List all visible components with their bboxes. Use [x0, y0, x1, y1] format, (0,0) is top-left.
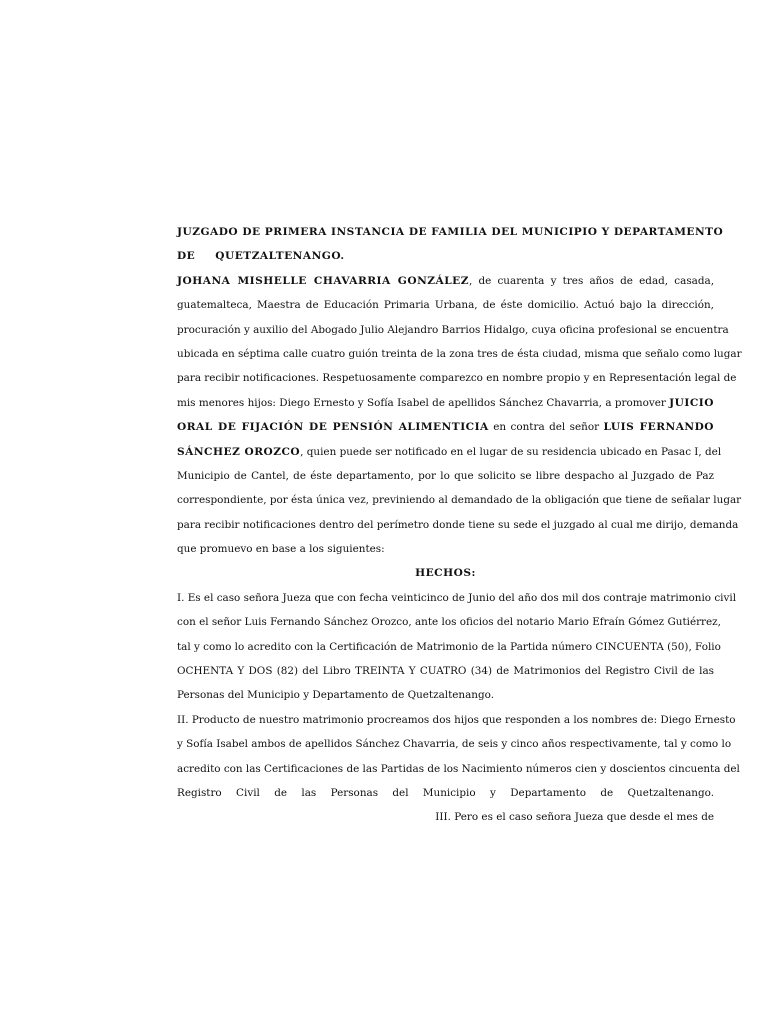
- fact-2-paragraph: [177, 708, 740, 806]
- section-heading-hechos: HECHOS:: [415, 567, 476, 580]
- defendant-name: SÁNCHEZ OROZCO: [177, 445, 301, 458]
- intro-line: JOHANA MISHELLE CHAVARRIA GONZÁLEZ, de cuarenta y tres años de edad, casada,: [177, 274, 714, 287]
- fact-line: I. Es el caso señora Jueza que con fecha veinticinco de Junio del año dos mil dos contraje matrimonio civil: [177, 591, 737, 604]
- fact-line: tal y como lo acredito con la Certificación de Matrimonio de la Partida número CINCUENTA (50), Folio: [177, 640, 721, 653]
- fact-line: Personas del Municipio y Departamento de Quetzaltenango.: [177, 689, 495, 702]
- intro-line: guatemalteca, Maestra de Educación Primaria Urbana, de éste domicilio. Actuó bajo la dirección,: [177, 299, 714, 312]
- intro-line: procuración y auxilio del Abogado Julio Alejandro Barrios Hidalgo, cuya oficina profesional se encuentra: [177, 323, 729, 336]
- fact-line: II. Producto de nuestro matrimonio procreamos dos hijos que responden a los nombres de: Diego Ernesto: [177, 713, 736, 726]
- document-body: [177, 220, 742, 830]
- intro-line: correspondiente, por ésta única vez, previniendo al demandado de la obligación que tiene de señalar lugar: [177, 494, 742, 507]
- fact-line: con el señor Luis Fernando Sánchez Orozco, ante los oficios del notario Mario Efraín Gómez Gutiérrez,: [177, 616, 721, 629]
- intro-line: ubicada en séptima calle cuatro guión treinta de la zona tres de ésta ciudad, misma que señalo como lugar: [177, 347, 742, 360]
- plaintiff-name: JOHANA MISHELLE CHAVARRIA GONZÁLEZ: [177, 274, 469, 287]
- court-heading-line-1: JUZGADO DE PRIMERA INSTANCIA DE FAMILIA DEL MUNICIPIO Y DEPARTAMENTO: [177, 226, 724, 238]
- fact-line: acredito con las Certificaciones de las Partidas de los Nacimiento números cien y doscientos cincuenta del: [177, 762, 740, 775]
- intro-line: para recibir notificaciones dentro del perímetro donde tiene su sede el juzgado al cual me dirijo, demanda: [177, 518, 739, 531]
- fact-line: III. Pero es el caso señora Jueza que desde el mes de: [435, 811, 714, 824]
- intro-line: que promuevo en base a los siguientes:: [177, 543, 385, 556]
- fact-line: y Sofía Isabel ambos de apellidos Sánchez Chavarria, de seis y cinco años respectivamente, tal y como lo: [177, 738, 732, 751]
- fact-line: Registro Civil de las Personas del Municipio y Departamento de Quetzaltenango.: [177, 786, 714, 799]
- intro-line: mis menores hijos: Diego Ernesto y Sofía Isabel de apellidos Sánchez Chavarria, a promover JUICIO: [177, 396, 714, 409]
- intro-paragraph: [177, 269, 742, 562]
- court-heading-line-2: DE QUETZALTENANGO.: [177, 250, 345, 263]
- fact-3-paragraph: [177, 805, 714, 829]
- intro-line: ORAL DE FIJACIÓN DE PENSIÓN ALIMENTICIA en contra del señor LUIS FERNANDO: [177, 421, 715, 434]
- intro-line: para recibir notificaciones. Respetuosamente comparezco en nombre propio y en Representación legal de: [177, 372, 737, 385]
- intro-line: Municipio de Cantel, de éste departamento, por lo que solicito se libre despacho al Juzgado de Paz: [177, 469, 714, 482]
- fact-line: OCHENTA Y DOS (82) del Libro TREINTA Y CUATRO (34) de Matrimonios del Registro Civil de las: [177, 665, 714, 678]
- intro-line: SÁNCHEZ OROZCO, quien puede ser notificado en el lugar de su residencia ubicado en Pasac I, del: [177, 445, 722, 458]
- fact-1-paragraph: [177, 586, 737, 708]
